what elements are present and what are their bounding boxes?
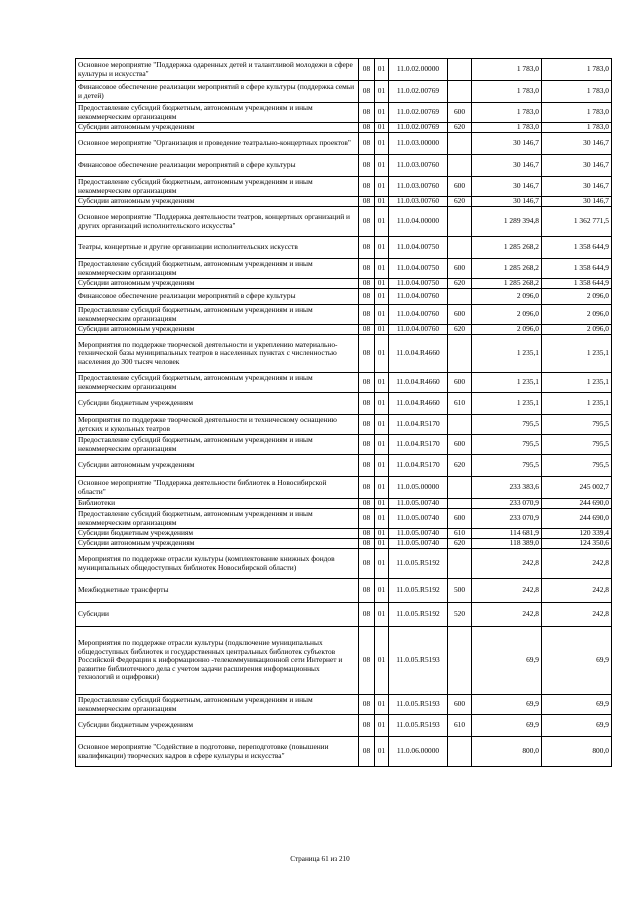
row-amount-year2-cell: 242,8 xyxy=(542,603,612,627)
table-row xyxy=(76,279,612,289)
row-expense-type-cell: 610 xyxy=(448,715,472,737)
row-section-cell: 08 xyxy=(359,477,375,499)
row-name-cell: Мероприятия по поддержке творческой деятельности и техническому оснащению детских и кукольных театров xyxy=(76,415,359,435)
row-amount-year1-cell: 795,5 xyxy=(472,435,542,455)
row-amount-year1-cell: 1 783,0 xyxy=(472,81,542,103)
row-expense-type-cell xyxy=(448,335,472,373)
row-amount-year2-cell: 1 783,0 xyxy=(542,59,612,81)
row-section-cell: 08 xyxy=(359,133,375,155)
row-section-cell: 08 xyxy=(359,103,375,123)
row-section-cell: 08 xyxy=(359,509,375,529)
row-amount-year2-cell: 245 002,7 xyxy=(542,477,612,499)
row-target-article-cell: 11.0.03.00760 xyxy=(389,197,448,207)
table-row xyxy=(76,373,612,393)
row-section-cell: 08 xyxy=(359,197,375,207)
row-amount-year2-cell: 1 358 644,9 xyxy=(542,279,612,289)
row-name-cell: Субсидии автономным учреждениям xyxy=(76,325,359,335)
row-expense-type-cell: 600 xyxy=(448,695,472,715)
row-section-cell: 08 xyxy=(359,373,375,393)
row-expense-type-cell xyxy=(448,81,472,103)
table-row xyxy=(76,737,612,767)
table-body xyxy=(76,59,612,767)
row-expense-type-cell: 620 xyxy=(448,539,472,549)
row-amount-year2-cell: 795,5 xyxy=(542,435,612,455)
table-row xyxy=(76,715,612,737)
row-target-article-cell: 11.0.05.R5192 xyxy=(389,579,448,603)
table-row xyxy=(76,477,612,499)
row-amount-year2-cell: 2 096,0 xyxy=(542,305,612,325)
row-expense-type-cell: 600 xyxy=(448,435,472,455)
row-amount-year2-cell: 124 350,6 xyxy=(542,539,612,549)
row-name-cell: Финансовое обеспечение реализации мероприятий в сфере культуры (поддержка семьи и детей) xyxy=(76,81,359,103)
table-row xyxy=(76,103,612,123)
row-subsection-cell: 01 xyxy=(375,305,389,325)
row-section-cell: 08 xyxy=(359,259,375,279)
row-section-cell: 08 xyxy=(359,695,375,715)
row-name-cell: Библиотеки xyxy=(76,499,359,509)
row-amount-year2-cell: 30 146,7 xyxy=(542,155,612,177)
table-row xyxy=(76,59,612,81)
row-subsection-cell: 01 xyxy=(375,499,389,509)
row-subsection-cell: 01 xyxy=(375,393,389,415)
row-name-cell: Театры, концертные и другие организации исполнительских искусств xyxy=(76,237,359,259)
row-subsection-cell: 01 xyxy=(375,123,389,133)
row-expense-type-cell: 620 xyxy=(448,279,472,289)
table-row xyxy=(76,81,612,103)
table-row xyxy=(76,335,612,373)
table-row xyxy=(76,197,612,207)
table-row xyxy=(76,549,612,579)
row-target-article-cell: 11.0.02.00769 xyxy=(389,81,448,103)
row-amount-year1-cell: 800,0 xyxy=(472,737,542,767)
row-name-cell: Предоставление субсидий бюджетным, автономным учреждениям и иным некоммерческим организациям xyxy=(76,259,359,279)
table-row xyxy=(76,177,612,197)
row-amount-year1-cell: 1 783,0 xyxy=(472,59,542,81)
document-page xyxy=(75,58,611,767)
table-row xyxy=(76,237,612,259)
table-row xyxy=(76,603,612,627)
table-row xyxy=(76,499,612,509)
row-expense-type-cell xyxy=(448,499,472,509)
row-subsection-cell: 01 xyxy=(375,509,389,529)
row-subsection-cell: 01 xyxy=(375,603,389,627)
row-name-cell: Субсидии бюджетным учреждениям xyxy=(76,715,359,737)
row-amount-year1-cell: 242,8 xyxy=(472,579,542,603)
row-expense-type-cell xyxy=(448,289,472,305)
row-name-cell: Мероприятия по поддержке отрасли культуры (комплектование книжных фондов муниципальных общедоступных библиотек Новосибирской области) xyxy=(76,549,359,579)
row-amount-year2-cell: 120 339,4 xyxy=(542,529,612,539)
row-amount-year2-cell: 795,5 xyxy=(542,415,612,435)
row-name-cell: Основное мероприятие "Организация и проведение театрально-концертных проектов" xyxy=(76,133,359,155)
row-target-article-cell: 11.0.05.R5193 xyxy=(389,695,448,715)
table-row xyxy=(76,259,612,279)
row-target-article-cell: 11.0.05.R5192 xyxy=(389,549,448,579)
row-name-cell: Предоставление субсидий бюджетным, автономным учреждениям и иным некоммерческим организациям xyxy=(76,509,359,529)
row-subsection-cell: 01 xyxy=(375,279,389,289)
row-subsection-cell: 01 xyxy=(375,695,389,715)
row-amount-year2-cell: 800,0 xyxy=(542,737,612,767)
row-amount-year1-cell: 30 146,7 xyxy=(472,155,542,177)
row-target-article-cell: 11.0.04.00760 xyxy=(389,325,448,335)
row-amount-year2-cell: 1 783,0 xyxy=(542,123,612,133)
row-name-cell: Основное мероприятие "Поддержка деятельности библиотек в Новосибирской области" xyxy=(76,477,359,499)
table-row xyxy=(76,529,612,539)
row-subsection-cell: 01 xyxy=(375,207,389,237)
table-row xyxy=(76,305,612,325)
table-row xyxy=(76,509,612,529)
budget-table xyxy=(75,58,612,767)
row-section-cell: 08 xyxy=(359,529,375,539)
row-target-article-cell: 11.0.04.00750 xyxy=(389,259,448,279)
row-amount-year1-cell: 30 146,7 xyxy=(472,133,542,155)
row-name-cell: Предоставление субсидий бюджетным, автономным учреждениям и иным некоммерческим организациям xyxy=(76,305,359,325)
row-amount-year2-cell: 1 783,0 xyxy=(542,103,612,123)
row-amount-year1-cell: 1 235,1 xyxy=(472,373,542,393)
row-subsection-cell: 01 xyxy=(375,737,389,767)
row-section-cell: 08 xyxy=(359,455,375,477)
row-subsection-cell: 01 xyxy=(375,715,389,737)
row-name-cell: Межбюджетные трансферты xyxy=(76,579,359,603)
row-subsection-cell: 01 xyxy=(375,177,389,197)
row-target-article-cell: 11.0.05.00740 xyxy=(389,509,448,529)
row-amount-year2-cell: 1 235,1 xyxy=(542,373,612,393)
row-target-article-cell: 11.0.04.00750 xyxy=(389,279,448,289)
table-row xyxy=(76,325,612,335)
row-amount-year1-cell: 242,8 xyxy=(472,549,542,579)
row-section-cell: 08 xyxy=(359,289,375,305)
row-amount-year1-cell: 1 235,1 xyxy=(472,393,542,415)
row-amount-year1-cell: 2 096,0 xyxy=(472,305,542,325)
row-section-cell: 08 xyxy=(359,549,375,579)
row-expense-type-cell xyxy=(448,207,472,237)
row-amount-year2-cell: 1 783,0 xyxy=(542,81,612,103)
table-row xyxy=(76,207,612,237)
row-target-article-cell: 11.0.05.00740 xyxy=(389,499,448,509)
row-target-article-cell: 11.0.04.R4660 xyxy=(389,373,448,393)
row-target-article-cell: 11.0.04.R5170 xyxy=(389,455,448,477)
row-amount-year2-cell: 1 358 644,9 xyxy=(542,237,612,259)
row-name-cell: Предоставление субсидий бюджетным, автономным учреждениям и иным некоммерческим организациям xyxy=(76,435,359,455)
row-subsection-cell: 01 xyxy=(375,435,389,455)
row-amount-year1-cell: 114 681,9 xyxy=(472,529,542,539)
row-section-cell: 08 xyxy=(359,499,375,509)
row-target-article-cell: 11.0.04.00760 xyxy=(389,305,448,325)
row-name-cell: Предоставление субсидий бюджетным, автономным учреждениям и иным некоммерческим организациям xyxy=(76,103,359,123)
row-subsection-cell: 01 xyxy=(375,325,389,335)
row-subsection-cell: 01 xyxy=(375,539,389,549)
row-subsection-cell: 01 xyxy=(375,579,389,603)
table-row xyxy=(76,435,612,455)
row-target-article-cell: 11.0.05.00740 xyxy=(389,539,448,549)
row-expense-type-cell: 620 xyxy=(448,197,472,207)
row-name-cell: Субсидии автономным учреждениям xyxy=(76,539,359,549)
row-name-cell: Субсидии автономным учреждениям xyxy=(76,123,359,133)
row-amount-year1-cell: 1 235,1 xyxy=(472,335,542,373)
row-subsection-cell: 01 xyxy=(375,81,389,103)
row-target-article-cell: 11.0.04.R5170 xyxy=(389,415,448,435)
row-name-cell: Предоставление субсидий бюджетным, автономным учреждениям и иным некоммерческим организациям xyxy=(76,373,359,393)
row-amount-year2-cell: 69,9 xyxy=(542,695,612,715)
row-subsection-cell: 01 xyxy=(375,415,389,435)
row-subsection-cell: 01 xyxy=(375,289,389,305)
row-amount-year2-cell: 1 235,1 xyxy=(542,393,612,415)
row-target-article-cell: 11.0.04.R5170 xyxy=(389,435,448,455)
table-row xyxy=(76,455,612,477)
row-subsection-cell: 01 xyxy=(375,477,389,499)
row-target-article-cell: 11.0.04.R4660 xyxy=(389,335,448,373)
row-amount-year2-cell: 795,5 xyxy=(542,455,612,477)
row-expense-type-cell: 600 xyxy=(448,103,472,123)
row-section-cell: 08 xyxy=(359,737,375,767)
row-section-cell: 08 xyxy=(359,305,375,325)
row-section-cell: 08 xyxy=(359,435,375,455)
row-expense-type-cell: 520 xyxy=(448,603,472,627)
row-target-article-cell: 11.0.05.00740 xyxy=(389,529,448,539)
row-section-cell: 08 xyxy=(359,177,375,197)
row-subsection-cell: 01 xyxy=(375,455,389,477)
row-subsection-cell: 01 xyxy=(375,335,389,373)
table-row xyxy=(76,289,612,305)
row-target-article-cell: 11.0.02.00769 xyxy=(389,123,448,133)
row-amount-year2-cell: 2 096,0 xyxy=(542,289,612,305)
row-section-cell: 08 xyxy=(359,123,375,133)
table-row xyxy=(76,133,612,155)
row-name-cell: Предоставление субсидий бюджетным, автономным учреждениям и иным некоммерческим организациям xyxy=(76,695,359,715)
row-subsection-cell: 01 xyxy=(375,529,389,539)
row-amount-year2-cell: 2 096,0 xyxy=(542,325,612,335)
row-amount-year2-cell: 30 146,7 xyxy=(542,197,612,207)
row-name-cell: Основное мероприятие "Содействие в подготовке, переподготовке (повышении квалификации) творческих кадров в сфере культуры и искусства" xyxy=(76,737,359,767)
table-row xyxy=(76,539,612,549)
row-amount-year2-cell: 1 362 771,5 xyxy=(542,207,612,237)
table-row xyxy=(76,123,612,133)
row-amount-year1-cell: 1 285 268,2 xyxy=(472,279,542,289)
table-row xyxy=(76,415,612,435)
row-amount-year1-cell: 795,5 xyxy=(472,455,542,477)
row-name-cell: Предоставление субсидий бюджетным, автономным учреждениям и иным некоммерческим организациям xyxy=(76,177,359,197)
row-target-article-cell: 11.0.03.00760 xyxy=(389,155,448,177)
row-target-article-cell: 11.0.04.00750 xyxy=(389,237,448,259)
row-section-cell: 08 xyxy=(359,603,375,627)
row-section-cell: 08 xyxy=(359,627,375,695)
row-amount-year1-cell: 233 070,9 xyxy=(472,499,542,509)
row-amount-year1-cell: 1 285 268,2 xyxy=(472,259,542,279)
row-expense-type-cell: 610 xyxy=(448,529,472,539)
row-expense-type-cell: 600 xyxy=(448,373,472,393)
row-expense-type-cell: 500 xyxy=(448,579,472,603)
row-section-cell: 08 xyxy=(359,237,375,259)
row-expense-type-cell: 600 xyxy=(448,177,472,197)
row-name-cell: Субсидии бюджетным учреждениям xyxy=(76,393,359,415)
table-row xyxy=(76,393,612,415)
row-amount-year2-cell: 242,8 xyxy=(542,549,612,579)
row-amount-year1-cell: 233 383,6 xyxy=(472,477,542,499)
row-amount-year1-cell: 233 070,9 xyxy=(472,509,542,529)
row-section-cell: 08 xyxy=(359,81,375,103)
row-subsection-cell: 01 xyxy=(375,59,389,81)
row-expense-type-cell: 610 xyxy=(448,393,472,415)
row-amount-year1-cell: 2 096,0 xyxy=(472,325,542,335)
row-section-cell: 08 xyxy=(359,207,375,237)
row-target-article-cell: 11.0.02.00000 xyxy=(389,59,448,81)
row-target-article-cell: 11.0.02.00769 xyxy=(389,103,448,123)
row-name-cell: Финансовое обеспечение реализации мероприятий в сфере культуры xyxy=(76,289,359,305)
table-row xyxy=(76,695,612,715)
row-section-cell: 08 xyxy=(359,325,375,335)
row-target-article-cell: 11.0.03.00000 xyxy=(389,133,448,155)
row-target-article-cell: 11.0.04.00000 xyxy=(389,207,448,237)
row-name-cell: Субсидии автономным учреждениям xyxy=(76,455,359,477)
row-section-cell: 08 xyxy=(359,335,375,373)
row-expense-type-cell xyxy=(448,237,472,259)
row-expense-type-cell: 600 xyxy=(448,509,472,529)
row-expense-type-cell: 620 xyxy=(448,455,472,477)
page-number: Страница 61 из 210 xyxy=(290,855,350,863)
row-name-cell: Субсидии бюджетным учреждениям xyxy=(76,529,359,539)
row-amount-year1-cell: 118 389,0 xyxy=(472,539,542,549)
row-expense-type-cell xyxy=(448,415,472,435)
row-amount-year2-cell: 69,9 xyxy=(542,627,612,695)
row-subsection-cell: 01 xyxy=(375,155,389,177)
row-amount-year2-cell: 69,9 xyxy=(542,715,612,737)
row-section-cell: 08 xyxy=(359,415,375,435)
row-amount-year2-cell: 1 235,1 xyxy=(542,335,612,373)
table-row xyxy=(76,579,612,603)
row-amount-year2-cell: 244 690,0 xyxy=(542,509,612,529)
row-expense-type-cell xyxy=(448,155,472,177)
row-amount-year1-cell: 242,8 xyxy=(472,603,542,627)
row-subsection-cell: 01 xyxy=(375,197,389,207)
row-section-cell: 08 xyxy=(359,579,375,603)
row-expense-type-cell xyxy=(448,549,472,579)
row-expense-type-cell: 600 xyxy=(448,259,472,279)
row-amount-year1-cell: 2 096,0 xyxy=(472,289,542,305)
row-target-article-cell: 11.0.04.R4660 xyxy=(389,393,448,415)
row-amount-year1-cell: 69,9 xyxy=(472,695,542,715)
row-section-cell: 08 xyxy=(359,539,375,549)
table-row xyxy=(76,627,612,695)
row-subsection-cell: 01 xyxy=(375,373,389,393)
row-amount-year1-cell: 1 783,0 xyxy=(472,103,542,123)
table-row xyxy=(76,155,612,177)
row-target-article-cell: 11.0.06.00000 xyxy=(389,737,448,767)
row-target-article-cell: 11.0.03.00760 xyxy=(389,177,448,197)
row-name-cell: Субсидии автономным учреждениям xyxy=(76,197,359,207)
row-expense-type-cell: 620 xyxy=(448,325,472,335)
row-expense-type-cell xyxy=(448,737,472,767)
row-name-cell: Финансовое обеспечение реализации мероприятий в сфере культуры xyxy=(76,155,359,177)
row-amount-year1-cell: 1 285 268,2 xyxy=(472,237,542,259)
row-target-article-cell: 11.0.05.R5193 xyxy=(389,715,448,737)
row-amount-year1-cell: 30 146,7 xyxy=(472,177,542,197)
row-section-cell: 08 xyxy=(359,155,375,177)
row-section-cell: 08 xyxy=(359,279,375,289)
row-expense-type-cell xyxy=(448,627,472,695)
row-target-article-cell: 11.0.04.00760 xyxy=(389,289,448,305)
row-name-cell: Мероприятия по поддержке творческой деятельности и укреплению материально-технической базы муниципальных театров в населенных пунктах с численностью населения до 300 тысяч человек xyxy=(76,335,359,373)
row-section-cell: 08 xyxy=(359,59,375,81)
row-subsection-cell: 01 xyxy=(375,133,389,155)
row-name-cell: Мероприятия по поддержке отрасли культуры (подключение муниципальных общедоступных библиотек и государственных центральных библиотек субъектов Российской Федерации к информационно -телекоммуникационной сети Интернет и развитие библиотечного дела с учетом задачи расширения информационных технологий и оцифровки) xyxy=(76,627,359,695)
row-section-cell: 08 xyxy=(359,393,375,415)
row-subsection-cell: 01 xyxy=(375,259,389,279)
row-name-cell: Субсидии xyxy=(76,603,359,627)
row-target-article-cell: 11.0.05.00000 xyxy=(389,477,448,499)
row-amount-year2-cell: 244 690,0 xyxy=(542,499,612,509)
row-amount-year2-cell: 30 146,7 xyxy=(542,133,612,155)
row-subsection-cell: 01 xyxy=(375,627,389,695)
row-amount-year1-cell: 30 146,7 xyxy=(472,197,542,207)
row-subsection-cell: 01 xyxy=(375,103,389,123)
row-expense-type-cell: 620 xyxy=(448,123,472,133)
row-expense-type-cell xyxy=(448,59,472,81)
row-section-cell: 08 xyxy=(359,715,375,737)
row-target-article-cell: 11.0.05.R5193 xyxy=(389,627,448,695)
row-amount-year1-cell: 69,9 xyxy=(472,627,542,695)
row-subsection-cell: 01 xyxy=(375,237,389,259)
row-target-article-cell: 11.0.05.R5192 xyxy=(389,603,448,627)
row-expense-type-cell xyxy=(448,133,472,155)
row-name-cell: Субсидии автономным учреждениям xyxy=(76,279,359,289)
row-subsection-cell: 01 xyxy=(375,549,389,579)
row-amount-year1-cell: 795,5 xyxy=(472,415,542,435)
row-amount-year2-cell: 1 358 644,9 xyxy=(542,259,612,279)
row-amount-year1-cell: 69,9 xyxy=(472,715,542,737)
row-name-cell: Основное мероприятие "Поддержка одаренных детей и талантливой молодежи в сфере культуры и искусства" xyxy=(76,59,359,81)
row-name-cell: Основное мероприятие "Поддержка деятельности театров, концертных организаций и других организаций исполнительского искусства" xyxy=(76,207,359,237)
row-amount-year1-cell: 1 783,0 xyxy=(472,123,542,133)
row-expense-type-cell: 600 xyxy=(448,305,472,325)
row-amount-year2-cell: 242,8 xyxy=(542,579,612,603)
row-amount-year1-cell: 1 289 394,8 xyxy=(472,207,542,237)
row-amount-year2-cell: 30 146,7 xyxy=(542,177,612,197)
row-expense-type-cell xyxy=(448,477,472,499)
